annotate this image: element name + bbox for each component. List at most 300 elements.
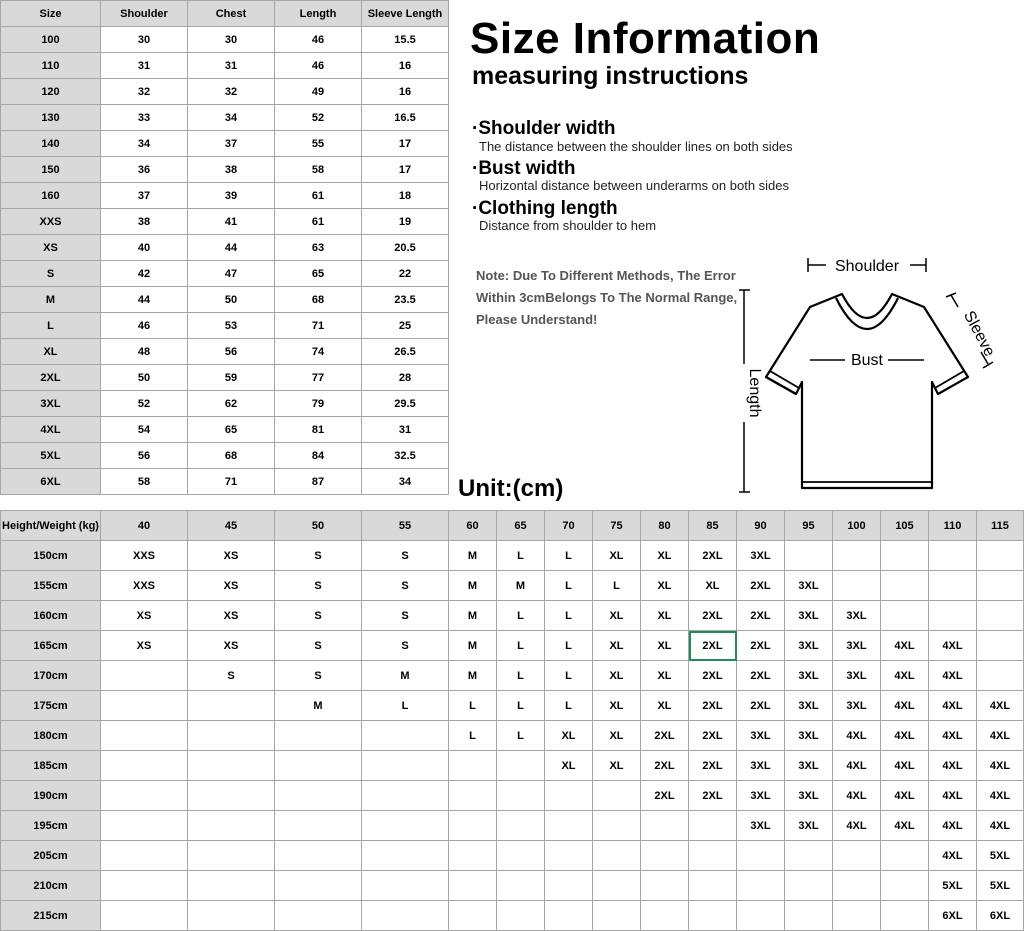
- size-cell[interactable]: [275, 781, 362, 811]
- weight-header: 80: [641, 511, 689, 541]
- size-cell[interactable]: 3XL: [833, 601, 881, 631]
- table-row: [1, 183, 449, 209]
- size-cell[interactable]: [101, 781, 188, 811]
- table-row: [1, 841, 1024, 871]
- size-cell[interactable]: 2XL: [737, 691, 785, 721]
- size-cell[interactable]: [449, 781, 497, 811]
- size-cell[interactable]: [977, 541, 1024, 571]
- table-cell: 36: [101, 157, 188, 183]
- table-cell: 48: [101, 339, 188, 365]
- size-cell[interactable]: XS: [188, 571, 275, 601]
- size-cell[interactable]: 4XL: [881, 811, 929, 841]
- table-cell: 16: [362, 53, 449, 79]
- size-label-cell: 110: [1, 53, 101, 79]
- size-cell[interactable]: [785, 901, 833, 931]
- table-cell: 55: [275, 131, 362, 157]
- size-cell[interactable]: 6XL: [977, 901, 1024, 931]
- size-label-cell: 120: [1, 79, 101, 105]
- size-cell[interactable]: 2XL: [689, 631, 737, 661]
- size-cell[interactable]: M: [275, 691, 362, 721]
- table-cell: 32: [188, 79, 275, 105]
- table-row: [1, 235, 449, 261]
- table-cell: 52: [101, 391, 188, 417]
- size-cell[interactable]: L: [449, 721, 497, 751]
- height-label-cell: 165cm: [1, 631, 101, 661]
- table-cell: 23.5: [362, 287, 449, 313]
- size-cell[interactable]: 3XL: [833, 631, 881, 661]
- weight-header: 40: [101, 511, 188, 541]
- size-cell[interactable]: 4XL: [977, 781, 1024, 811]
- size-cell[interactable]: L: [497, 661, 545, 691]
- size-cell[interactable]: [449, 841, 497, 871]
- size-cell[interactable]: 4XL: [929, 781, 977, 811]
- size-cell[interactable]: [641, 841, 689, 871]
- size-cell[interactable]: [545, 841, 593, 871]
- size-cell[interactable]: [497, 871, 545, 901]
- size-cell[interactable]: 4XL: [881, 691, 929, 721]
- size-cell[interactable]: 2XL: [689, 721, 737, 751]
- table-row: [1, 541, 1024, 571]
- size-cell[interactable]: 4XL: [929, 691, 977, 721]
- size-cell[interactable]: XL: [641, 571, 689, 601]
- table-cell: 32: [101, 79, 188, 105]
- size-label-cell: M: [1, 287, 101, 313]
- height-label-cell: 190cm: [1, 781, 101, 811]
- size-cell[interactable]: XS: [188, 601, 275, 631]
- size-cell[interactable]: 5XL: [929, 871, 977, 901]
- size-cell[interactable]: [275, 841, 362, 871]
- size-cell[interactable]: 3XL: [737, 751, 785, 781]
- size-cell[interactable]: 3XL: [737, 721, 785, 751]
- size-cell[interactable]: M: [449, 661, 497, 691]
- size-cell[interactable]: 2XL: [737, 571, 785, 601]
- size-cell[interactable]: 4XL: [929, 811, 977, 841]
- size-cell[interactable]: 4XL: [833, 781, 881, 811]
- size-cell[interactable]: 3XL: [785, 661, 833, 691]
- size-cell[interactable]: [881, 841, 929, 871]
- size-cell[interactable]: XL: [641, 691, 689, 721]
- bust-label: Bust: [850, 352, 884, 369]
- size-cell[interactable]: M: [449, 541, 497, 571]
- size-cell[interactable]: 4XL: [929, 631, 977, 661]
- size-cell[interactable]: [641, 871, 689, 901]
- size-cell[interactable]: [188, 841, 275, 871]
- size-cell[interactable]: 2XL: [737, 661, 785, 691]
- size-cell[interactable]: [593, 811, 641, 841]
- size-cell[interactable]: L: [497, 631, 545, 661]
- size-cell[interactable]: [737, 841, 785, 871]
- size-cell[interactable]: [929, 541, 977, 571]
- size-cell[interactable]: [188, 781, 275, 811]
- size-cell[interactable]: L: [545, 661, 593, 691]
- size-cell[interactable]: M: [497, 571, 545, 601]
- table-cell: 81: [275, 417, 362, 443]
- table-cell: 28: [362, 365, 449, 391]
- size-cell[interactable]: S: [188, 661, 275, 691]
- size-cell[interactable]: 6XL: [929, 901, 977, 931]
- size-cell[interactable]: [929, 601, 977, 631]
- table-cell: 17: [362, 131, 449, 157]
- size-cell[interactable]: [737, 901, 785, 931]
- size-cell[interactable]: [497, 841, 545, 871]
- size-cell[interactable]: [689, 901, 737, 931]
- table-cell: 50: [101, 365, 188, 391]
- size-cell[interactable]: L: [362, 691, 449, 721]
- size-cell[interactable]: 4XL: [833, 811, 881, 841]
- weight-header: 85: [689, 511, 737, 541]
- size-cell[interactable]: L: [593, 571, 641, 601]
- size-cell[interactable]: 2XL: [737, 601, 785, 631]
- size-cell[interactable]: [977, 661, 1024, 691]
- size-cell[interactable]: XL: [545, 751, 593, 781]
- size-cell[interactable]: [275, 811, 362, 841]
- size-cell[interactable]: L: [449, 691, 497, 721]
- size-cell[interactable]: S: [362, 571, 449, 601]
- table-cell: 63: [275, 235, 362, 261]
- size-cell[interactable]: [449, 751, 497, 781]
- shoulder-label: Shoulder: [834, 258, 900, 275]
- size-cell[interactable]: [275, 721, 362, 751]
- size-cell[interactable]: [188, 901, 275, 931]
- size-cell[interactable]: [785, 871, 833, 901]
- clothing-length-desc: Distance from shoulder to hem: [479, 218, 657, 233]
- table-row: [1, 27, 449, 53]
- table-cell: 16.5: [362, 105, 449, 131]
- size-cell[interactable]: 3XL: [785, 721, 833, 751]
- size-cell[interactable]: 2XL: [689, 751, 737, 781]
- size-cell[interactable]: [449, 811, 497, 841]
- size-cell[interactable]: S: [275, 631, 362, 661]
- size-label-cell: XS: [1, 235, 101, 261]
- size-cell[interactable]: M: [362, 661, 449, 691]
- weight-header: 110: [929, 511, 977, 541]
- size-cell[interactable]: L: [497, 691, 545, 721]
- size-cell[interactable]: XL: [641, 661, 689, 691]
- size-cell[interactable]: 4XL: [881, 631, 929, 661]
- table-cell: 79: [275, 391, 362, 417]
- size-cell[interactable]: [929, 571, 977, 601]
- size-cell[interactable]: 5XL: [977, 871, 1024, 901]
- size-cell[interactable]: [593, 841, 641, 871]
- size-cell[interactable]: XS: [101, 601, 188, 631]
- size-cell[interactable]: 3XL: [785, 691, 833, 721]
- size-cell[interactable]: XL: [641, 601, 689, 631]
- size-cell[interactable]: [833, 901, 881, 931]
- size-cell[interactable]: 3XL: [737, 781, 785, 811]
- size-cell[interactable]: XL: [593, 601, 641, 631]
- size-cell[interactable]: [188, 811, 275, 841]
- size-cell[interactable]: L: [545, 601, 593, 631]
- size-cell[interactable]: [977, 601, 1024, 631]
- size-cell[interactable]: S: [275, 571, 362, 601]
- size-cell[interactable]: [497, 811, 545, 841]
- size-cell[interactable]: S: [362, 541, 449, 571]
- size-cell[interactable]: 4XL: [977, 811, 1024, 841]
- table-cell: 58: [101, 469, 188, 495]
- table-cell: 30: [101, 27, 188, 53]
- size-cell[interactable]: M: [449, 601, 497, 631]
- size-cell[interactable]: S: [275, 541, 362, 571]
- size-cell[interactable]: 4XL: [881, 751, 929, 781]
- size-cell[interactable]: XL: [545, 721, 593, 751]
- unit-label: Unit:(cm): [458, 475, 564, 502]
- size-cell[interactable]: XS: [188, 541, 275, 571]
- size-label-cell: S: [1, 261, 101, 287]
- size-cell[interactable]: 4XL: [977, 691, 1024, 721]
- size-cell[interactable]: [101, 691, 188, 721]
- table-cell: 38: [101, 209, 188, 235]
- size-cell[interactable]: [785, 841, 833, 871]
- size-cell[interactable]: 3XL: [785, 811, 833, 841]
- size-cell[interactable]: 4XL: [881, 781, 929, 811]
- size-label-cell: L: [1, 313, 101, 339]
- note-line: Note: Due To Different Methods, The Error: [476, 268, 736, 283]
- tshirt-diagram: [730, 252, 1010, 502]
- table-cell: 37: [188, 131, 275, 157]
- table-cell: 31: [101, 53, 188, 79]
- size-cell[interactable]: [101, 841, 188, 871]
- table-row: [1, 721, 1024, 751]
- size-cell[interactable]: [977, 571, 1024, 601]
- table-cell: 62: [188, 391, 275, 417]
- bust-width-title: ·Bust width: [472, 158, 576, 179]
- table-row: [1, 105, 449, 131]
- measurement-note: [476, 265, 746, 331]
- size-cell[interactable]: 4XL: [833, 721, 881, 751]
- column-header: Size: [1, 1, 101, 27]
- table-cell: 58: [275, 157, 362, 183]
- size-cell[interactable]: [881, 901, 929, 931]
- size-cell[interactable]: [881, 601, 929, 631]
- size-cell[interactable]: [593, 781, 641, 811]
- table-row: [1, 157, 449, 183]
- size-cell[interactable]: XL: [593, 631, 641, 661]
- sleeve-label: Sleeve: [959, 308, 998, 360]
- size-label-cell: 140: [1, 131, 101, 157]
- size-cell[interactable]: M: [449, 571, 497, 601]
- size-cell[interactable]: [101, 811, 188, 841]
- size-cell[interactable]: [497, 781, 545, 811]
- size-cell[interactable]: L: [545, 571, 593, 601]
- size-cell[interactable]: L: [497, 721, 545, 751]
- size-cell[interactable]: [593, 871, 641, 901]
- size-cell[interactable]: [881, 541, 929, 571]
- size-cell[interactable]: 3XL: [833, 661, 881, 691]
- table-row: [1, 443, 449, 469]
- table-cell: 34: [101, 131, 188, 157]
- size-cell[interactable]: [362, 721, 449, 751]
- size-label-cell: 130: [1, 105, 101, 131]
- size-cell[interactable]: [593, 901, 641, 931]
- size-cell[interactable]: 4XL: [929, 721, 977, 751]
- size-cell[interactable]: 3XL: [785, 601, 833, 631]
- size-cell[interactable]: [275, 871, 362, 901]
- size-cell[interactable]: [362, 781, 449, 811]
- weight-header: 75: [593, 511, 641, 541]
- table-cell: 15.5: [362, 27, 449, 53]
- height-label-cell: 210cm: [1, 871, 101, 901]
- size-cell[interactable]: S: [275, 601, 362, 631]
- clothing-length-title: ·Clothing length: [472, 198, 618, 219]
- table-row: [1, 209, 449, 235]
- size-cell[interactable]: XL: [641, 541, 689, 571]
- size-cell[interactable]: [275, 751, 362, 781]
- size-cell[interactable]: 2XL: [689, 661, 737, 691]
- table-row: [1, 781, 1024, 811]
- size-cell[interactable]: [881, 571, 929, 601]
- size-cell[interactable]: 4XL: [977, 721, 1024, 751]
- height-label-cell: 155cm: [1, 571, 101, 601]
- size-cell[interactable]: 4XL: [881, 661, 929, 691]
- table-row: [1, 571, 1024, 601]
- size-cell[interactable]: XL: [593, 541, 641, 571]
- size-label-cell: 6XL: [1, 469, 101, 495]
- size-cell[interactable]: [689, 841, 737, 871]
- size-cell[interactable]: 3XL: [785, 781, 833, 811]
- size-cell[interactable]: [545, 871, 593, 901]
- size-cell[interactable]: [833, 571, 881, 601]
- size-cell[interactable]: 2XL: [737, 631, 785, 661]
- size-cell[interactable]: XL: [593, 751, 641, 781]
- size-cell[interactable]: 2XL: [689, 781, 737, 811]
- size-label-cell: 2XL: [1, 365, 101, 391]
- table-cell: 26.5: [362, 339, 449, 365]
- size-cell[interactable]: S: [362, 601, 449, 631]
- size-cell[interactable]: [362, 841, 449, 871]
- size-cell[interactable]: 3XL: [833, 691, 881, 721]
- size-cell[interactable]: 4XL: [929, 841, 977, 871]
- table-cell: 29.5: [362, 391, 449, 417]
- size-label-cell: XXS: [1, 209, 101, 235]
- size-cell[interactable]: XS: [101, 631, 188, 661]
- size-cell[interactable]: [641, 901, 689, 931]
- size-cell[interactable]: [497, 901, 545, 931]
- height-weight-header: Height/Weight (kg): [1, 511, 101, 541]
- size-cell[interactable]: S: [362, 631, 449, 661]
- size-cell[interactable]: 2XL: [641, 751, 689, 781]
- table-cell: 17: [362, 157, 449, 183]
- size-cell[interactable]: [833, 871, 881, 901]
- table-row: [1, 751, 1024, 781]
- size-cell[interactable]: L: [497, 601, 545, 631]
- table-cell: 49: [275, 79, 362, 105]
- size-cell[interactable]: 2XL: [689, 541, 737, 571]
- size-cell[interactable]: L: [545, 541, 593, 571]
- table-cell: 42: [101, 261, 188, 287]
- size-cell[interactable]: [881, 871, 929, 901]
- size-cell[interactable]: XS: [188, 631, 275, 661]
- size-cell[interactable]: [545, 781, 593, 811]
- size-cell[interactable]: 4XL: [833, 751, 881, 781]
- size-cell[interactable]: [362, 751, 449, 781]
- table-cell: 65: [275, 261, 362, 287]
- size-cell[interactable]: 3XL: [737, 811, 785, 841]
- table-cell: 37: [101, 183, 188, 209]
- table-cell: 50: [188, 287, 275, 313]
- size-cell[interactable]: XL: [593, 661, 641, 691]
- size-cell[interactable]: [362, 871, 449, 901]
- size-cell[interactable]: [188, 751, 275, 781]
- size-cell[interactable]: [188, 871, 275, 901]
- size-cell[interactable]: [833, 841, 881, 871]
- weight-header: 105: [881, 511, 929, 541]
- size-cell[interactable]: 2XL: [641, 721, 689, 751]
- size-label-cell: 160: [1, 183, 101, 209]
- size-cell[interactable]: 2XL: [689, 691, 737, 721]
- size-cell[interactable]: L: [545, 631, 593, 661]
- size-cell[interactable]: [101, 661, 188, 691]
- table-cell: 56: [101, 443, 188, 469]
- size-cell[interactable]: 4XL: [881, 721, 929, 751]
- size-cell[interactable]: XXS: [101, 571, 188, 601]
- size-cell[interactable]: [545, 901, 593, 931]
- size-cell[interactable]: [101, 721, 188, 751]
- size-cell[interactable]: 4XL: [929, 751, 977, 781]
- size-cell[interactable]: [362, 901, 449, 931]
- table-cell: 30: [188, 27, 275, 53]
- size-cell[interactable]: [977, 631, 1024, 661]
- size-cell[interactable]: 4XL: [977, 751, 1024, 781]
- size-cell[interactable]: 3XL: [785, 751, 833, 781]
- size-cell[interactable]: XL: [593, 721, 641, 751]
- size-cell[interactable]: [188, 691, 275, 721]
- size-cell[interactable]: [188, 721, 275, 751]
- size-cell[interactable]: 3XL: [737, 541, 785, 571]
- size-cell[interactable]: XL: [641, 631, 689, 661]
- table-cell: 68: [188, 443, 275, 469]
- size-cell[interactable]: 2XL: [641, 781, 689, 811]
- size-cell[interactable]: [833, 541, 881, 571]
- size-cell[interactable]: [689, 871, 737, 901]
- table-cell: 53: [188, 313, 275, 339]
- table-row: [1, 631, 1024, 661]
- size-cell[interactable]: [545, 811, 593, 841]
- weight-header: 115: [977, 511, 1024, 541]
- size-cell[interactable]: [641, 811, 689, 841]
- size-cell[interactable]: 4XL: [929, 661, 977, 691]
- size-cell[interactable]: [689, 811, 737, 841]
- size-cell[interactable]: L: [497, 541, 545, 571]
- size-label-cell: XL: [1, 339, 101, 365]
- size-cell[interactable]: M: [449, 631, 497, 661]
- size-cell[interactable]: [449, 901, 497, 931]
- size-cell[interactable]: 5XL: [977, 841, 1024, 871]
- size-cell[interactable]: 2XL: [689, 601, 737, 631]
- size-cell[interactable]: [362, 811, 449, 841]
- size-cell[interactable]: [101, 901, 188, 931]
- size-cell[interactable]: XL: [689, 571, 737, 601]
- table-cell: 61: [275, 209, 362, 235]
- size-cell[interactable]: XXS: [101, 541, 188, 571]
- size-cell[interactable]: [737, 871, 785, 901]
- size-cell[interactable]: [101, 751, 188, 781]
- size-cell[interactable]: [449, 871, 497, 901]
- size-cell[interactable]: [785, 541, 833, 571]
- size-cell[interactable]: L: [545, 691, 593, 721]
- size-cell[interactable]: S: [275, 661, 362, 691]
- size-cell[interactable]: [497, 751, 545, 781]
- size-cell[interactable]: 3XL: [785, 631, 833, 661]
- size-cell[interactable]: [275, 901, 362, 931]
- table-cell: 25: [362, 313, 449, 339]
- height-label-cell: 170cm: [1, 661, 101, 691]
- size-cell[interactable]: [101, 871, 188, 901]
- height-weight-table: [0, 510, 1024, 931]
- size-cell[interactable]: XL: [593, 691, 641, 721]
- size-cell[interactable]: 3XL: [785, 571, 833, 601]
- table-cell: 39: [188, 183, 275, 209]
- table-row: [1, 79, 449, 105]
